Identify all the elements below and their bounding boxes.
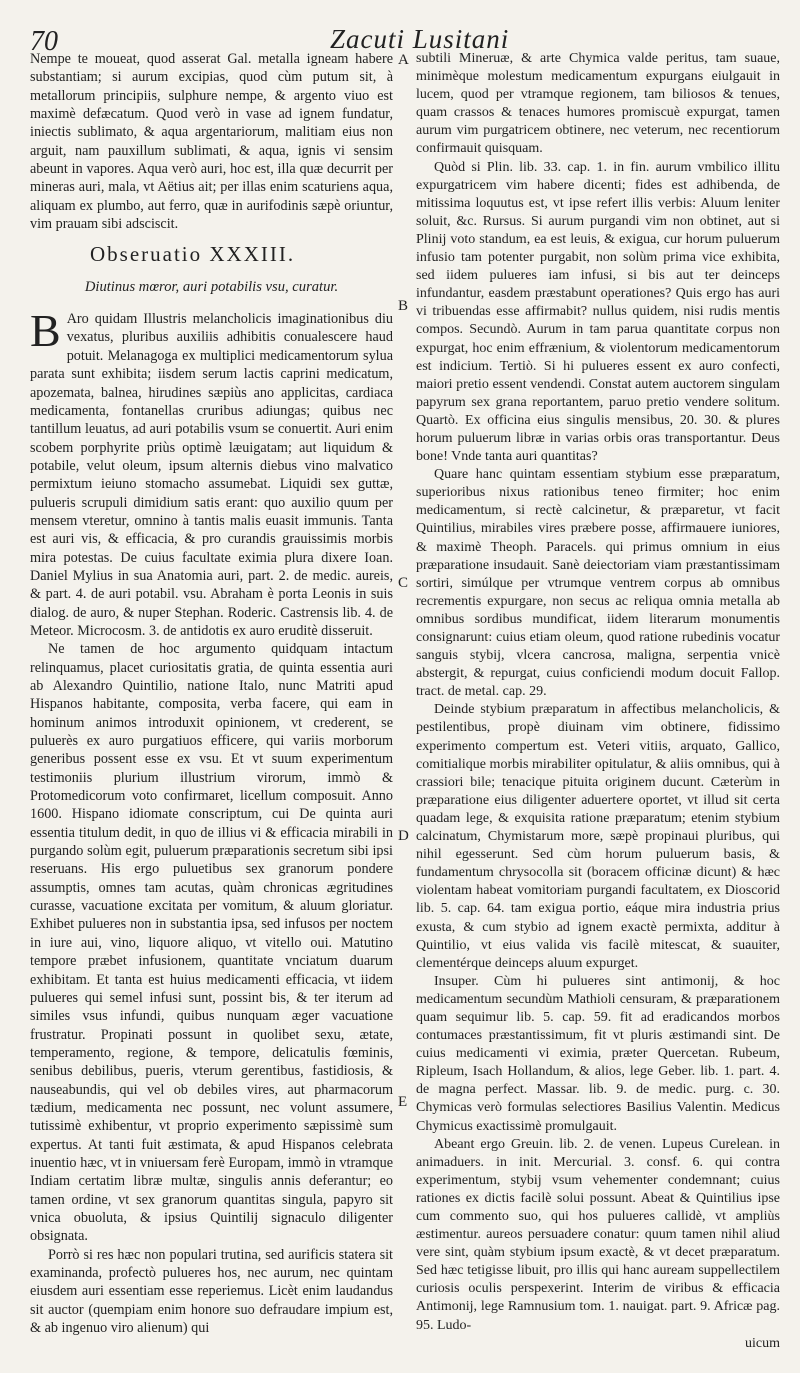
margin-letter: D [398,828,409,844]
paragraph: Porrò si res hæc non populari trutina, sed aurificis statera sit examinanda, profectò pulueres hos, nec aurum, nec quintam eiusdem auri essentiam esse reperiemus. Licèt enim laudandus sit auctor (quempiam enim honore suo defraudare impium est, & ab ingenuo viro alienum) qui [30,1246,393,1337]
paragraph: Ne tamen de hoc argumento quidquam intactum relinquamus, placet curiositatis gratia, de quinta essentia auri ab Alexandro Quintilio, natione Italo, nunc Matriti apud Hispanos habitante, composita, verba facere, qui eam in hominum animos introduxit opinionem, vt crederent, se puluerès ex auro purgatiuos efficere, qui variis morborum generibus possent esse ex vsu. Et vt suum experimentum testimoniis plurium illustrium virorum, immò & Protomedicorum voto confirmaret, licellum composuit. Anno 1600. Hispano idiomate conscriptum, cui De quinta auri essentia titulum dedit, in quo de illius vi & efficacia mirabili in purgando solùm egit, puluerum præparationis secretum sibi ipsi reseruans. His ergo puluetibus sex granorum pondere assumptis, omnes tam acutas, quàm chronicas ægritudines curasse, vacuatione excitata per vomitum, & aluum gloriatur. Exhibet pulueres non in substantia ipsa, sed infusos per noctem in iure aui, vino, liquore aliquo, vt vitello oui. Matutino tempore præbet infusionem, quantitate vnciatum duarum exhibitam. Et tanta est huius medicamenti efficacia, vt iidem pulueres qui semel infusi sunt, possint bis, & ter iterum ad similes vsus infundi, quibus nunquam æger vacuatione frustratur. Propinati possunt in quolibet sexu, ætate, temperamento, regione, & tempore, delicatulis fœminis, senibus debilibus, pueris, vterum gerentibus, fastidiosis, & nauseabundis, qui vel ob debiles vires, aut pharmacorum tædium, medicamenta nec possunt, nec volunt assumere, tutissimè exhibentur, vt proprio experimento sæpissimè sum expertus. At tanti fuit æstimata, & apud Hispanos celebrata inuentio hæc, vt in vniuersam ferè Europam, immò in vtramque Indiam certatim libræ multæ, singulis annis deferantur; eo tamen ordine, vt sex granorum quantitas singula, papyro sit vnica obuoluta, & ipsius Quintilij signaculo diligenter obsignata. [30,641,393,1245]
paragraph: Quare hanc quintam essentiam stybium esse præparatum, superioribus nixus rationibus teneo firmiter; hoc enim medicamentum, si rectè calcinetur, & præparetur, vt facit Quintilius, mirabiles vires præbere posse, affirmauere iuniores, & maximè Theoph. Paracels. qui primus omnium in eius præparatione insudauit. Sanè deiectoriam viam præstantissimam sortiri, simúlque per vtrumque ventrem corpus ab omnibus recrementis expurgare, non secus ac reliqua omnia metalla ab omnibus sordibus mundificat, iidem literarum monumentis consignarunt: cuius etiam oleum, quod ratione rubedinis vocatur sanguis stybij, vlcera cancrosa, maligna, serpentia vnicè abstergit, & repurgat, cuius conficiendi modum docuit Fallop. tract. de metal. cap. 29. [416,467,780,700]
margin-letter: C [398,575,409,591]
paragraph: subtili Mineruæ, & arte Chymica valde peritus, tam suaue, minimèque molestum medicamentum expurgans eiulgauit in lucem, quod per vtramque regionem, tam biliosos & tenues, quam crassos & tenaces humores promiscuè expurgat, tamen aurum vim purgatricem obtinere, nec veterum, nec recentiorum confirmauit quisquam. [416,51,780,157]
running-head: Zacuti Lusitani [330,24,510,54]
paragraph: Abeant ergo Greuin. lib. 2. de venen. Lupeus Curelean. in animaduers. in init. Mercurial. 3. consf. 6. qui contra experimentum, stybij vsum vehementer condemnant; cuius rationes ex dictis facilè solui possunt. Abeat & Quintilius ipse cum commento suo, qui hos pulueres callidè, vt ampliùs æstimentur. aureos persuadere conatur: quum tamen nihil aliud vere sint, quàm stybium ipsum exactè, & vt decet præparatum. Sed hæc tetigisse libuit, pro illis qui hanc auream suppellectilem curiosis oculis perspexerint. Interim de viribus & efficacia Antimonij, lege Ramnusium tom. 1. nauigat. part. 9. Africæ pag. 95. Ludo- [416,1136,780,1333]
paragraph [30,305,393,640]
paragraph: Quòd si Plin. lib. 33. cap. 1. in fin. aurum vmbilico illitu expurgatricem vim habere dicenti; fides est adhibenda, de mitissima loquutus est, vt ipse refert illis verbis: Aluum leniter soluit, &c. Rursus. Si aurum purgandi vim non obtinet, aut si Plinij voto standum, ea est leuis, & exigua, cur horum puluerum infusio tam potenter purgabit, non solùm prima vice exhibita, sed iidem pulueres iam infusi, si bis aut ter deinceps infundantur, easdem præstabunt operationes? Quis ergo has auri vi tribuendas esse affirmabit? nullus quidem, nisi rudis mentis compos. Secundò. Aurum in tam parua quantitate corpus non expurgat, hoc enim effrænium, & violentorum medicamentorum est indicium. Tertiò. Si hi pulueres essent ex auro confecti, maiori pretio essent vendendi. Constat autem auctorem singulam papyrum sex grana reportantem, paruo pretio vendere solitum. Quartò. Ex officina eius singulis mensibus, 20. 30. & plures horum puluerum libræ in varias orbis oras transportantur. Deus bone! Vnde tanta auri quantitas? [416,159,780,465]
margin-letter: A [398,52,409,68]
paragraph: Nempe te moueat, quod asserat Gal. metalla igneam habere substantiam; si aurum excipias, quod cùm putum sit, à metallorum principiis, sulphure nempe, & argento viuo est maximè defæcatum. Quod verò in vase ad ignem fundatur, iniectis sublimato, & aqua argentariorum, malitiam eius non arguit, nam pauxillum sublimati, & aqua, ignis vi sensim abeunt in vapores. Aqua verò auri, hoc est, illa quæ decurrit per mineras auri, mala, vt Aëtius ait; per illas enim scaturiens aqua, aliquam ex plumbo, aut ferro, quæ in aurifodinis sæpè oriuntur, vim prauam sibi adsciscit. [30,51,393,233]
observation-title: Obseruatio XXXIII. [90,242,296,267]
margin-letter: E [398,1094,408,1110]
catchword: uicum [745,1335,780,1351]
right-column [416,50,780,1353]
left-column [30,50,393,1337]
margin-letter: B [398,298,409,314]
page-number: 70 [30,26,58,57]
drop-cap: B [30,305,61,357]
observation-subtitle: Diutinus mœror, auri potabilis vsu, curatur. [84,278,339,295]
paragraph-text: Aro quidam Illustris melancholicis imaginationibus diu vexatus, pluribus auxiliis adhibitis conualescere haud potuit. Melanagoga ex multiplici medicamentorum sylua parata sunt exhibita; iisdem serum lactis caprini medicatum, apozemata, balnea, hirudines sæpiùs ano applicitas, cardiaca medicamenta, fontanellas cruribus adiungas; quibus nec tantillum leuatus, ad auri potabilis vsum se conuertit. Auri enim scobem porphyrite priùs optimè læuigatam; aut liquidum & potabile, velut oleum, ipsum alternis diebus vino malvatico permixtum ieiuno stomacho assumebat. Liquidi sex guttæ, pulueris scrupuli dimidium satis erant: quo auxilio quum per mensem vteretur, omnino à tantis malis euasit immunis. Tanta est auri vis, & efficacia, & pro curandis grauissimis morbis mira potestas. De cuius facultate eximia plura dixere Ioan. Daniel Mylius in sua Anatomia auri, part. 2. de medic. aureis, & part. 4. de auri potabil. vsu. Abraham è porta Leonis in suis dialog. de auro, & nuper Stephan. Roderic. Castrensis lib. 4. de Meteor. Microcosm. 3. de antidotis ex auro eruditè disseruit. [30,311,393,639]
paragraph: Insuper. Cùm hi pulueres sint antimonij, & hoc medicamentum secundùm Mathioli censuram, & præparationem quam sequimur lib. 5. cap. 59. fit ad eradicandos morbos contumaces præstantissimum, fit vt pluris æstimandi sint. De cuius medicamenti vi eximia, præter Quercetan. Rubeum, Ripleum, Isach Hollandum, & alios, lege Geber. lib. 1. part. 4. de magna perfect. Massar. lib. 9. de medic. purg. c. 30. Chymicas verò formulas selectiores Basilius Valentin. Medicus Chymicus exactissimè promulgauit. [416,973,780,1134]
paragraph: Deinde stybium præparatum in affectibus melancholicis, & pestilentibus, propè diuinam vim obtinere, fidissimo experimento compertum est. Veteri vitiis, arquato, Gallico, comitialique morbis mirabiliter opitulatur, & aliis omnibus, qui à crassiori bile; tenacique pituita originem ducunt. Cæterùm in præparatione eius diligenter aduertere oportet, vt illud sit certa quadam lege, & exquisita ratione præparatum; etenim stybium calcinatum, Chymistarum more, sæpè propinaui pluribus, qui nihil egesserunt. Sed cùm horum puluerum basis, & fundamentum chrysocolla sit (boracem officinæ dicunt) & hæc violentam habeat vomitoriam purgandi facultatem, ex Dioscorid lib. 5. cap. 64. tam exigua portio, eáque mira industria prius exusta, & cum stybio ad ignem exactè permixta, additur à Quintilio, vt eius valida vis facilè mitescat, & suauiter, clementérque deinceps aluum expurget. [416,702,780,971]
